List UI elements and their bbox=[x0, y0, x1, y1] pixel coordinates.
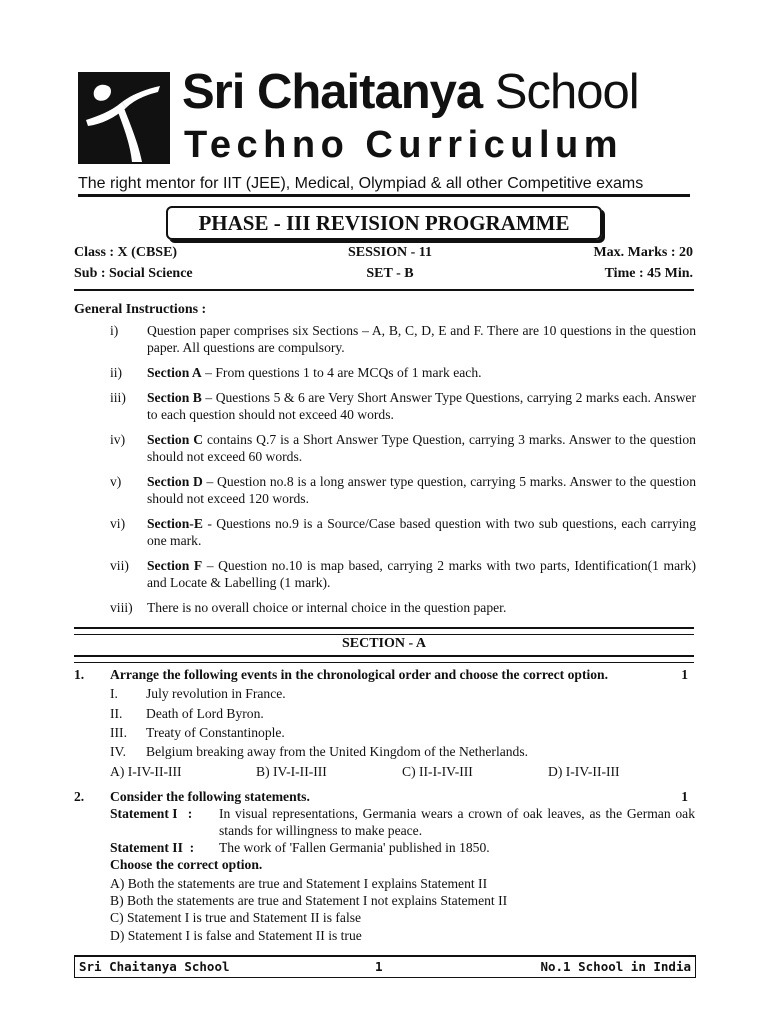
instruction-text: – From questions 1 to 4 are MCQs of 1 mark each. bbox=[201, 365, 482, 380]
instruction-text: There is no overall choice or internal choice in the question paper. bbox=[147, 600, 507, 615]
programme-banner: PHASE - III REVISION PROGRAMME bbox=[166, 206, 602, 240]
question-marks: 1 bbox=[681, 667, 688, 682]
question-number: 1. bbox=[74, 667, 85, 682]
session-label: SESSION - 11 bbox=[347, 245, 433, 260]
footer-slogan: No.1 School in India bbox=[540, 959, 691, 974]
list-item-text: July revolution in France. bbox=[146, 686, 286, 701]
instruction-item bbox=[74, 322, 696, 356]
instruction-text: contains Q.7 is a Short Answer Type Question, carrying 3 marks. Answer to the question should not exceed 60 words. bbox=[147, 432, 696, 464]
instructions-heading: General Instructions : bbox=[74, 302, 207, 317]
instruction-number: ii) bbox=[110, 365, 123, 380]
option-c: C) II-I-IV-III bbox=[402, 764, 473, 779]
school-logo bbox=[78, 72, 170, 164]
instruction-number: iii) bbox=[110, 390, 126, 405]
section-divider-bottom bbox=[74, 655, 694, 663]
page-number: 1 bbox=[375, 959, 383, 974]
instruction-item bbox=[74, 431, 696, 465]
question-text: Consider the following statements. bbox=[110, 789, 310, 804]
instruction-item bbox=[74, 473, 696, 507]
list-item-number: III. bbox=[110, 725, 127, 740]
header-divider bbox=[78, 194, 690, 197]
statement-1-text: In visual representations, Germania wears a crown of oak leaves, as the German oak stands for willingness to make peace. bbox=[219, 806, 695, 838]
option-d: D) Statement I is false and Statement II is true bbox=[110, 928, 362, 943]
section-divider-top bbox=[74, 627, 694, 635]
instruction-text: - Questions no.9 is a Source/Case based question with two sub questions, each carrying one mark. bbox=[147, 516, 696, 548]
meta-divider bbox=[74, 289, 694, 291]
class-label: Class : X (CBSE) bbox=[74, 245, 178, 260]
instruction-text: – Questions 5 & 6 are Very Short Answer Type Questions, carrying 2 marks each. Answer to each question should not exceed 40 words. bbox=[147, 390, 696, 422]
list-item-text: Treaty of Constantinople. bbox=[146, 725, 285, 740]
option-b: B) Both the statements are true and Statement I not explains Statement II bbox=[110, 893, 508, 908]
instruction-item bbox=[74, 389, 696, 423]
option-a: A) I-IV-II-III bbox=[110, 764, 182, 779]
tagline: The right mentor for IIT (JEE), Medical, Olympiad & all other Competitive exams bbox=[78, 175, 644, 192]
subject-label: Sub : Social Science bbox=[74, 266, 193, 281]
brand-title bbox=[182, 64, 639, 120]
option-d: D) I-IV-II-III bbox=[548, 764, 620, 779]
instruction-section: Section B bbox=[147, 390, 202, 405]
instruction-text: – Question no.10 is map based, carrying 2 marks with two parts, Identification(1 mark) and Locate & Labelling (1 mark). bbox=[147, 558, 696, 590]
list-item-text: Belgium breaking away from the United Kingdom of the Netherlands. bbox=[146, 744, 529, 759]
list-item-text: Death of Lord Byron. bbox=[146, 706, 264, 721]
instruction-number: i) bbox=[110, 323, 119, 338]
instruction-section: Section C bbox=[147, 432, 204, 447]
question-number: 2. bbox=[74, 789, 85, 804]
brand-school: School bbox=[494, 65, 639, 119]
set-label: SET - B bbox=[366, 266, 414, 281]
time-label: Time : 45 Min. bbox=[604, 266, 693, 281]
instruction-number: viii) bbox=[110, 600, 133, 615]
instruction-number: vi) bbox=[110, 516, 126, 531]
instruction-text: – Question no.8 is a long answer type question, carrying 5 marks. Answer to the question should not exceed 120 words. bbox=[147, 474, 696, 506]
figure-logo-icon bbox=[78, 72, 170, 164]
instruction-section: Section F bbox=[147, 558, 203, 573]
instruction-text: Question paper comprises six Sections – A, B, C, D, E and F. There are 10 questions in the question paper. All questions are compulsory. bbox=[147, 323, 696, 355]
instruction-number: iv) bbox=[110, 432, 126, 447]
statement-1-label: Statement I : bbox=[110, 806, 193, 821]
option-b: B) IV-I-II-III bbox=[256, 764, 327, 779]
question-prompt: Choose the correct option. bbox=[110, 857, 263, 872]
instruction-section: Section-E bbox=[147, 516, 203, 531]
instruction-section: Section A bbox=[147, 365, 202, 380]
instruction-item bbox=[74, 557, 696, 591]
list-item-number: II. bbox=[110, 706, 123, 721]
list-item-number: IV. bbox=[110, 744, 126, 759]
list-item-number: I. bbox=[110, 686, 118, 701]
instruction-item bbox=[74, 515, 696, 549]
option-c: C) Statement I is true and Statement II is false bbox=[110, 910, 362, 925]
brand-subtitle: Techno Curriculum bbox=[184, 124, 624, 166]
brand-name: Sri Chaitanya bbox=[182, 65, 483, 119]
option-a: A) Both the statements are true and Statement I explains Statement II bbox=[110, 876, 488, 891]
instruction-number: v) bbox=[110, 474, 122, 489]
section-title: SECTION - A bbox=[341, 636, 427, 651]
question-text: Arrange the following events in the chronological order and choose the correct option. bbox=[110, 667, 609, 682]
statement-2-text: The work of 'Fallen Germania' published in 1850. bbox=[219, 840, 490, 855]
max-marks-label: Max. Marks : 20 bbox=[593, 245, 693, 260]
instruction-section: Section D bbox=[147, 474, 203, 489]
page-footer bbox=[74, 955, 696, 978]
footer-school-name: Sri Chaitanya School bbox=[79, 959, 230, 974]
statement-2-label: Statement II : bbox=[110, 840, 195, 855]
instruction-item bbox=[74, 364, 696, 381]
instruction-number: vii) bbox=[110, 558, 129, 573]
question-marks: 1 bbox=[681, 789, 688, 804]
instruction-item bbox=[74, 599, 696, 616]
